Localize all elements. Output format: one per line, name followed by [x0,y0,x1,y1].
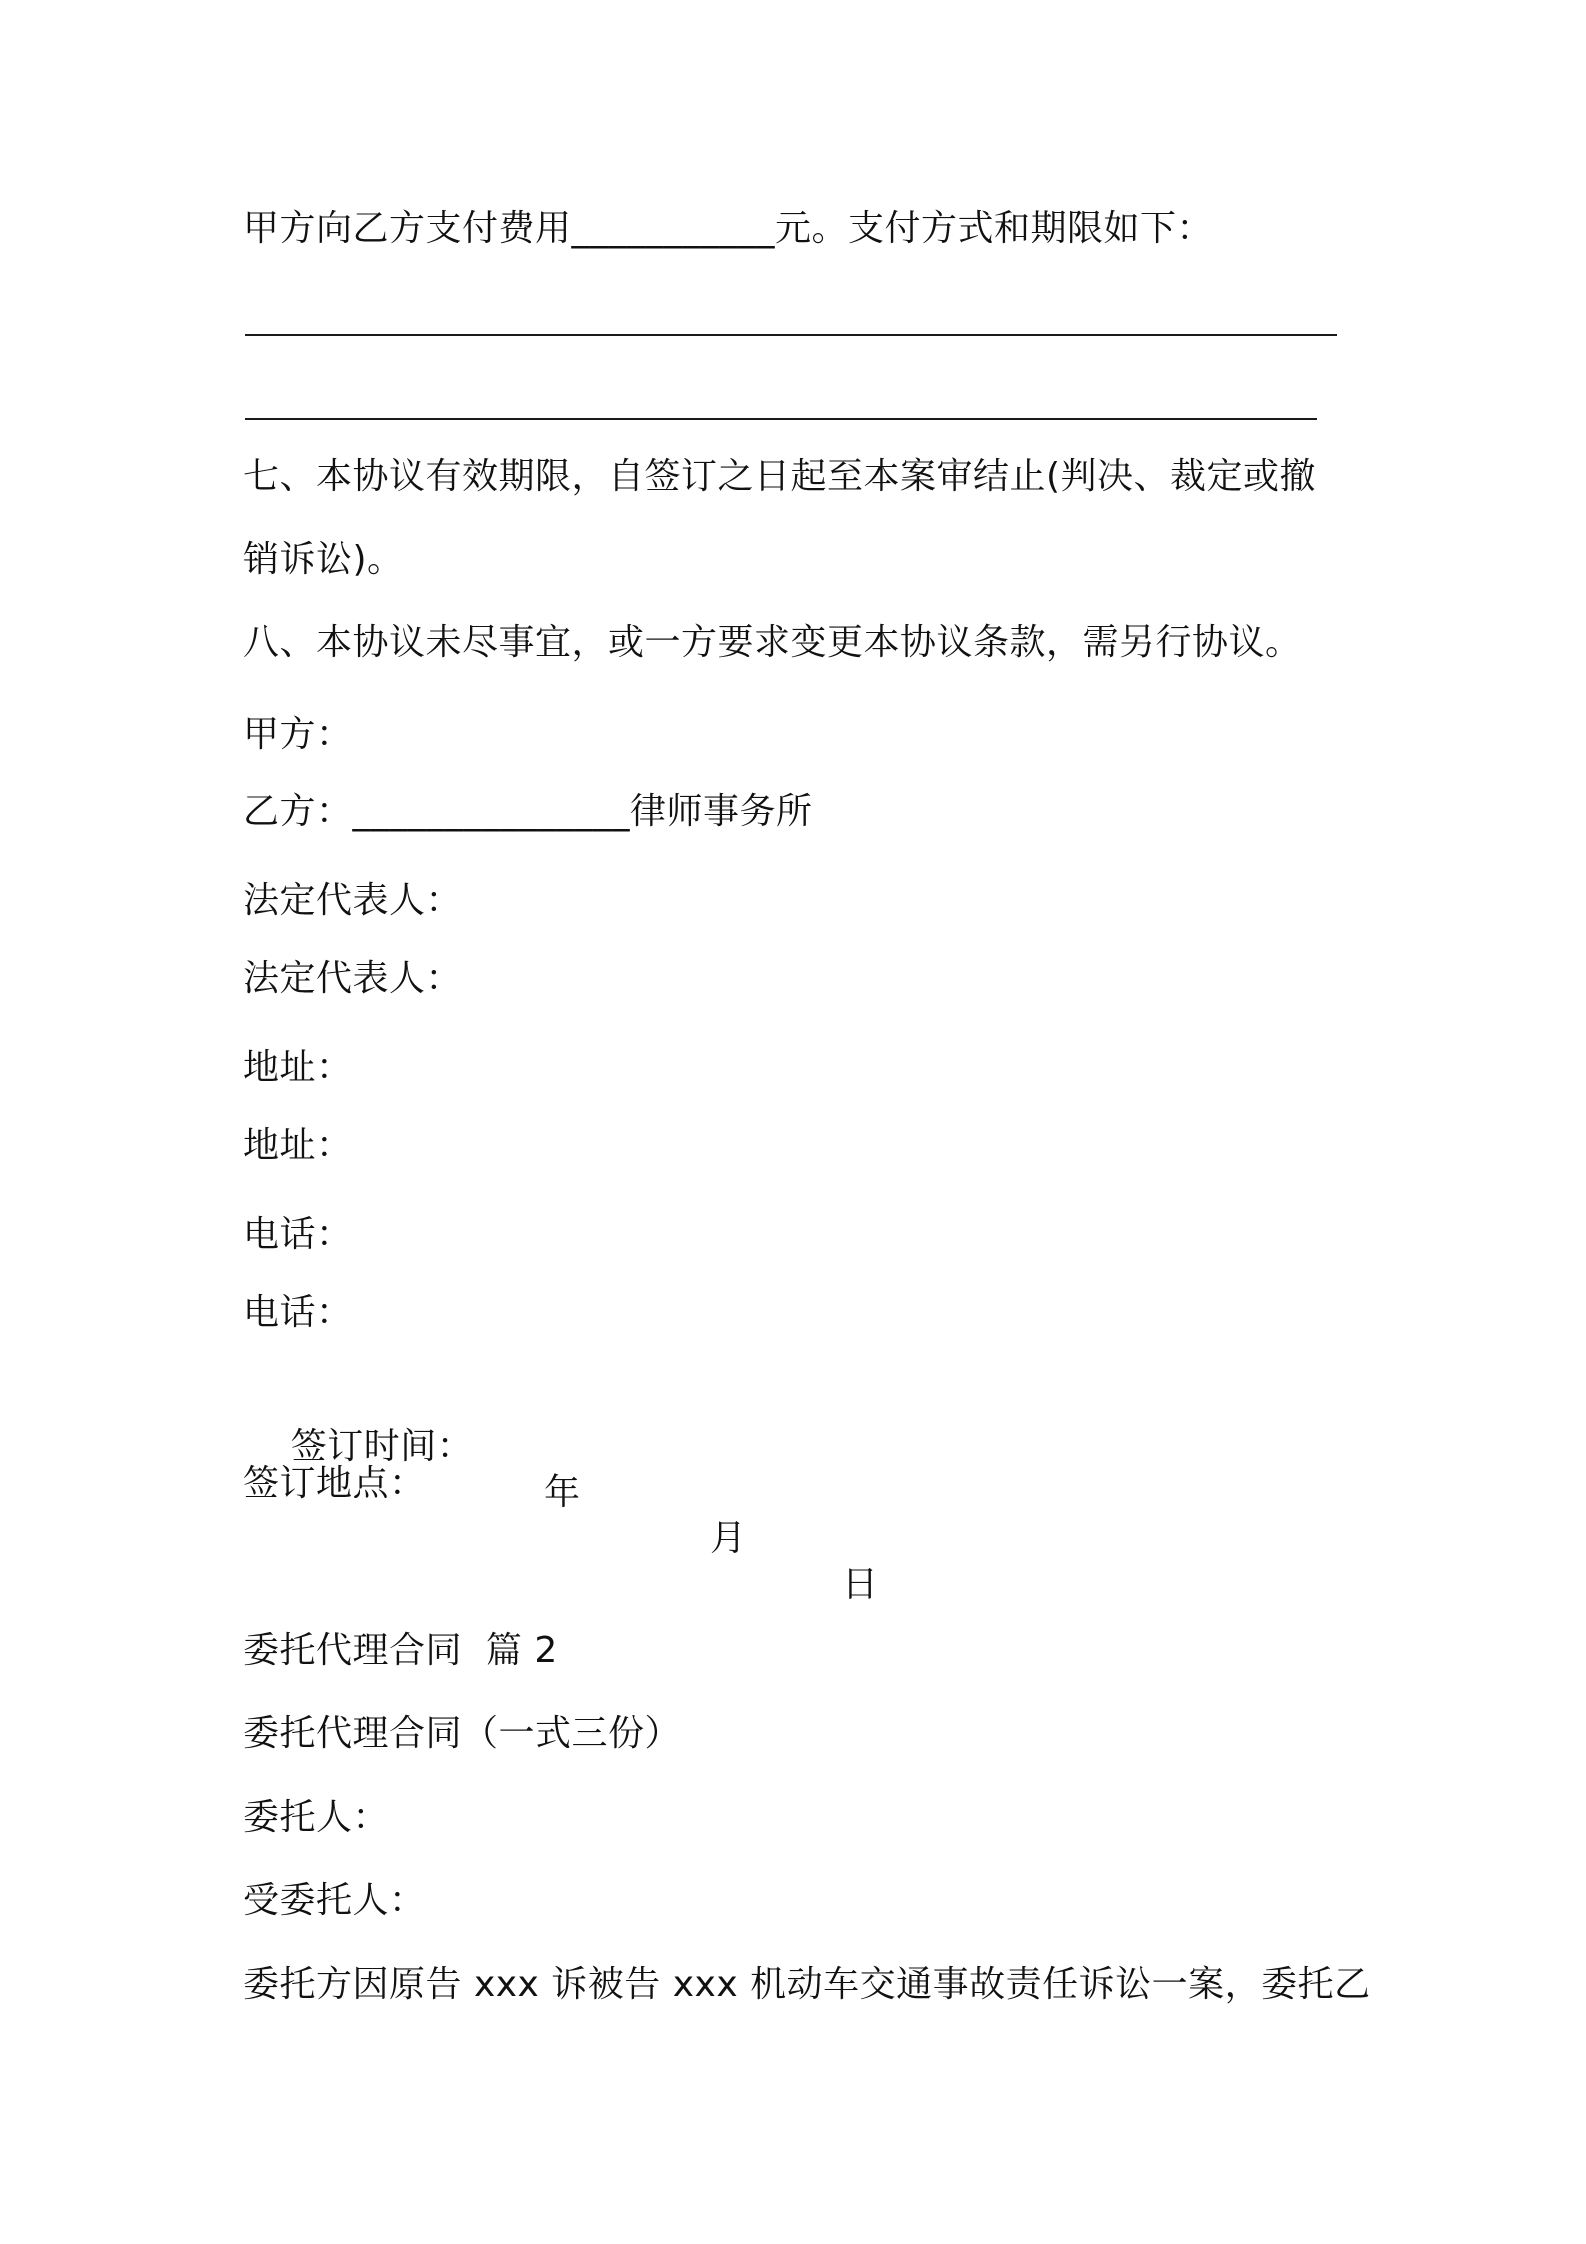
clause-7-line-1: 七、本协议有效期限，自签订之日起至本案审结止(判决、裁定或撤 [243,456,1317,497]
clause-7-line-2: 销诉讼)。 [243,539,404,580]
address-2: 地址： [243,1125,353,1166]
party-a-label: 甲方： [243,714,353,755]
fill-in-blank-line-1 [245,334,1337,336]
agent-label: 受委托人： [243,1880,426,1921]
contract-title: 委托代理合同（一式三份） [243,1713,682,1754]
section-2-title: 委托代理合同 篇 2 [243,1630,558,1671]
payment-line: 甲方向乙方支付费用___________元。支付方式和期限如下： [243,208,1214,249]
signing-month: 月 [710,1518,747,1559]
legal-representative-2: 法定代表人： [243,958,463,999]
signing-time-label: 签订时间： [290,1426,474,1467]
principal-label: 委托人： [243,1797,390,1838]
signing-year: 年 [544,1472,581,1513]
phone-1: 电话： [243,1214,353,1255]
legal-representative-1: 法定代表人： [243,880,463,921]
signing-day: 日 [842,1564,879,1605]
case-intro: 委托方因原告 xxx 诉被告 xxx 机动车交通事故责任诉讼一案，委托乙 [243,1964,1371,2005]
signing-place: 签订地点： [243,1463,426,1504]
address-1: 地址： [243,1047,353,1088]
clause-8: 八、本协议未尽事宜，或一方要求变更本协议条款，需另行协议。 [243,622,1302,663]
phone-2: 电话： [243,1292,353,1333]
fill-in-blank-line-2 [245,418,1317,420]
party-b-label: 乙方：_______________律师事务所 [243,791,813,832]
